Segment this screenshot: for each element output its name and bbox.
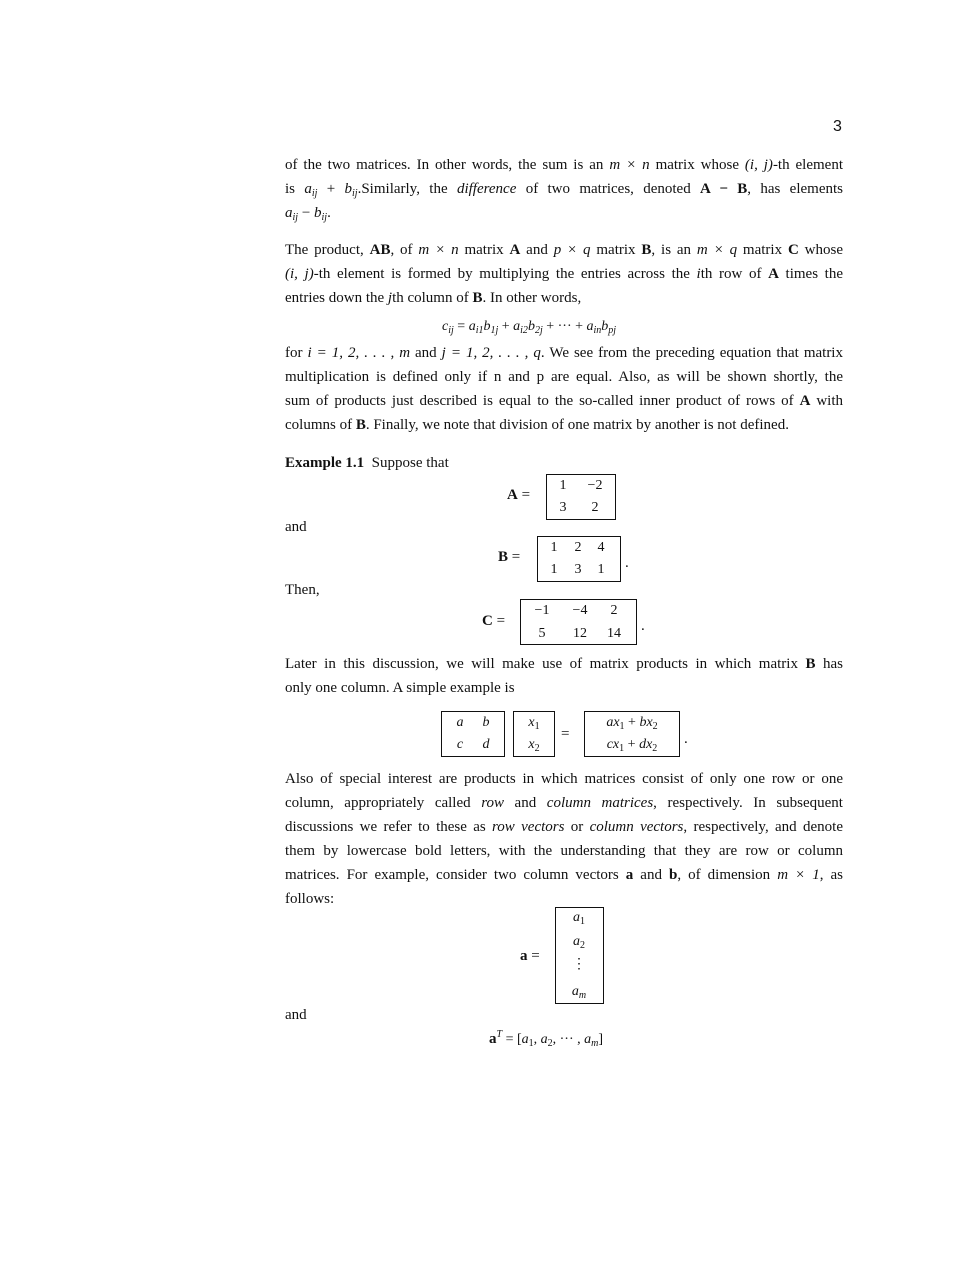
matrix-C-label: C =	[482, 613, 506, 629]
p2-line2: (i, j)-th element is formed by multiplying the entries across the ith row of A times the	[285, 266, 843, 282]
p2-line3: entries down the jth column of B. In other words,	[285, 290, 582, 306]
p2-line5: multiplication is defined only if n and p are equal. Also, as will be shown shortly, the	[285, 369, 843, 385]
p4-line2: column, appropriately called row and column matrices, respectively. In subsequent	[285, 795, 843, 811]
p3-line1: Later in this discussion, we will make use of matrix products in which matrix B has	[285, 656, 844, 672]
p4-line4: them by lowercase bold letters, with the understanding that they are row or column	[285, 843, 843, 859]
p4-line6: follows:	[285, 891, 335, 907]
matrix-B-label: B =	[498, 549, 521, 565]
p4-line3: discussions we refer to these as row vectors or column vectors, respectively, and denote	[285, 819, 843, 835]
page-number: 3	[833, 118, 842, 135]
and-1: and	[285, 519, 307, 535]
matrix-result: $ax_1 + bx_2$ $cx_1 + dx_2$	[584, 711, 680, 757]
p1-line1: of the two matrices. In other words, the sum is an m × n matrix whose (i, j)-th element	[285, 157, 844, 173]
matrix-C: −1 −4 2 5 12 14	[520, 599, 637, 645]
p2-line7: columns of B. Finally, we note that division of one matrix by another is not defined.	[285, 417, 789, 433]
matrix-B: 1 2 4 1 3 1	[537, 536, 621, 582]
product-equation: $c_{ij} = a_{i1}b_{1j} + a_{i2}b_{2j}$ + ··· + $a_{in}b_{pj}$	[442, 319, 617, 336]
p2-line1: The product, AB, of m × n matrix A and p × q matrix B, is an m × q matrix C whose	[285, 242, 843, 258]
vector-x: $x_1$ $x_2$	[513, 711, 555, 757]
p2-line6: sum of products just described is equal to the so-called inner product of rows of A with	[285, 393, 843, 409]
vector-a: $a_1$ $a_2$ ⋮ $a_m$	[555, 907, 604, 1004]
matrix-A-label: A =	[507, 487, 531, 503]
p4-line5: matrices. For example, consider two column vectors a and b, of dimension m × 1, as	[285, 867, 843, 883]
and-2: and	[285, 1007, 307, 1023]
then-label: Then,	[285, 582, 320, 598]
example-heading: Example 1.1	[285, 455, 365, 471]
p1-line3: $a_{ij} - b_{ij}$.	[285, 205, 331, 223]
matrix-abcd: a b c d	[441, 711, 505, 757]
p2-line4: for i = 1, 2, . . . , m and j = 1, 2, . . . , q. We see from the preceding equation that matrix	[285, 345, 843, 361]
p3-line2: only one column. A simple example is	[285, 680, 515, 696]
a-transpose-equation: $a^T = [a_1$, $a_2$, ··· , $a_m$]	[489, 1029, 604, 1049]
p4-line1: Also of special interest are products in which matrices consist of only one row or one	[285, 771, 843, 787]
p1-line2: is $a_{ij}$ + $b_{ij}.Similarly$, the difference of two matrices, denoted A − B, has elements	[285, 181, 843, 199]
example-heading-line: Example 1.1 Suppose that	[285, 455, 449, 471]
vector-a-label: a =	[520, 948, 540, 964]
matrix-A: 1 −2 3 2	[546, 474, 616, 520]
